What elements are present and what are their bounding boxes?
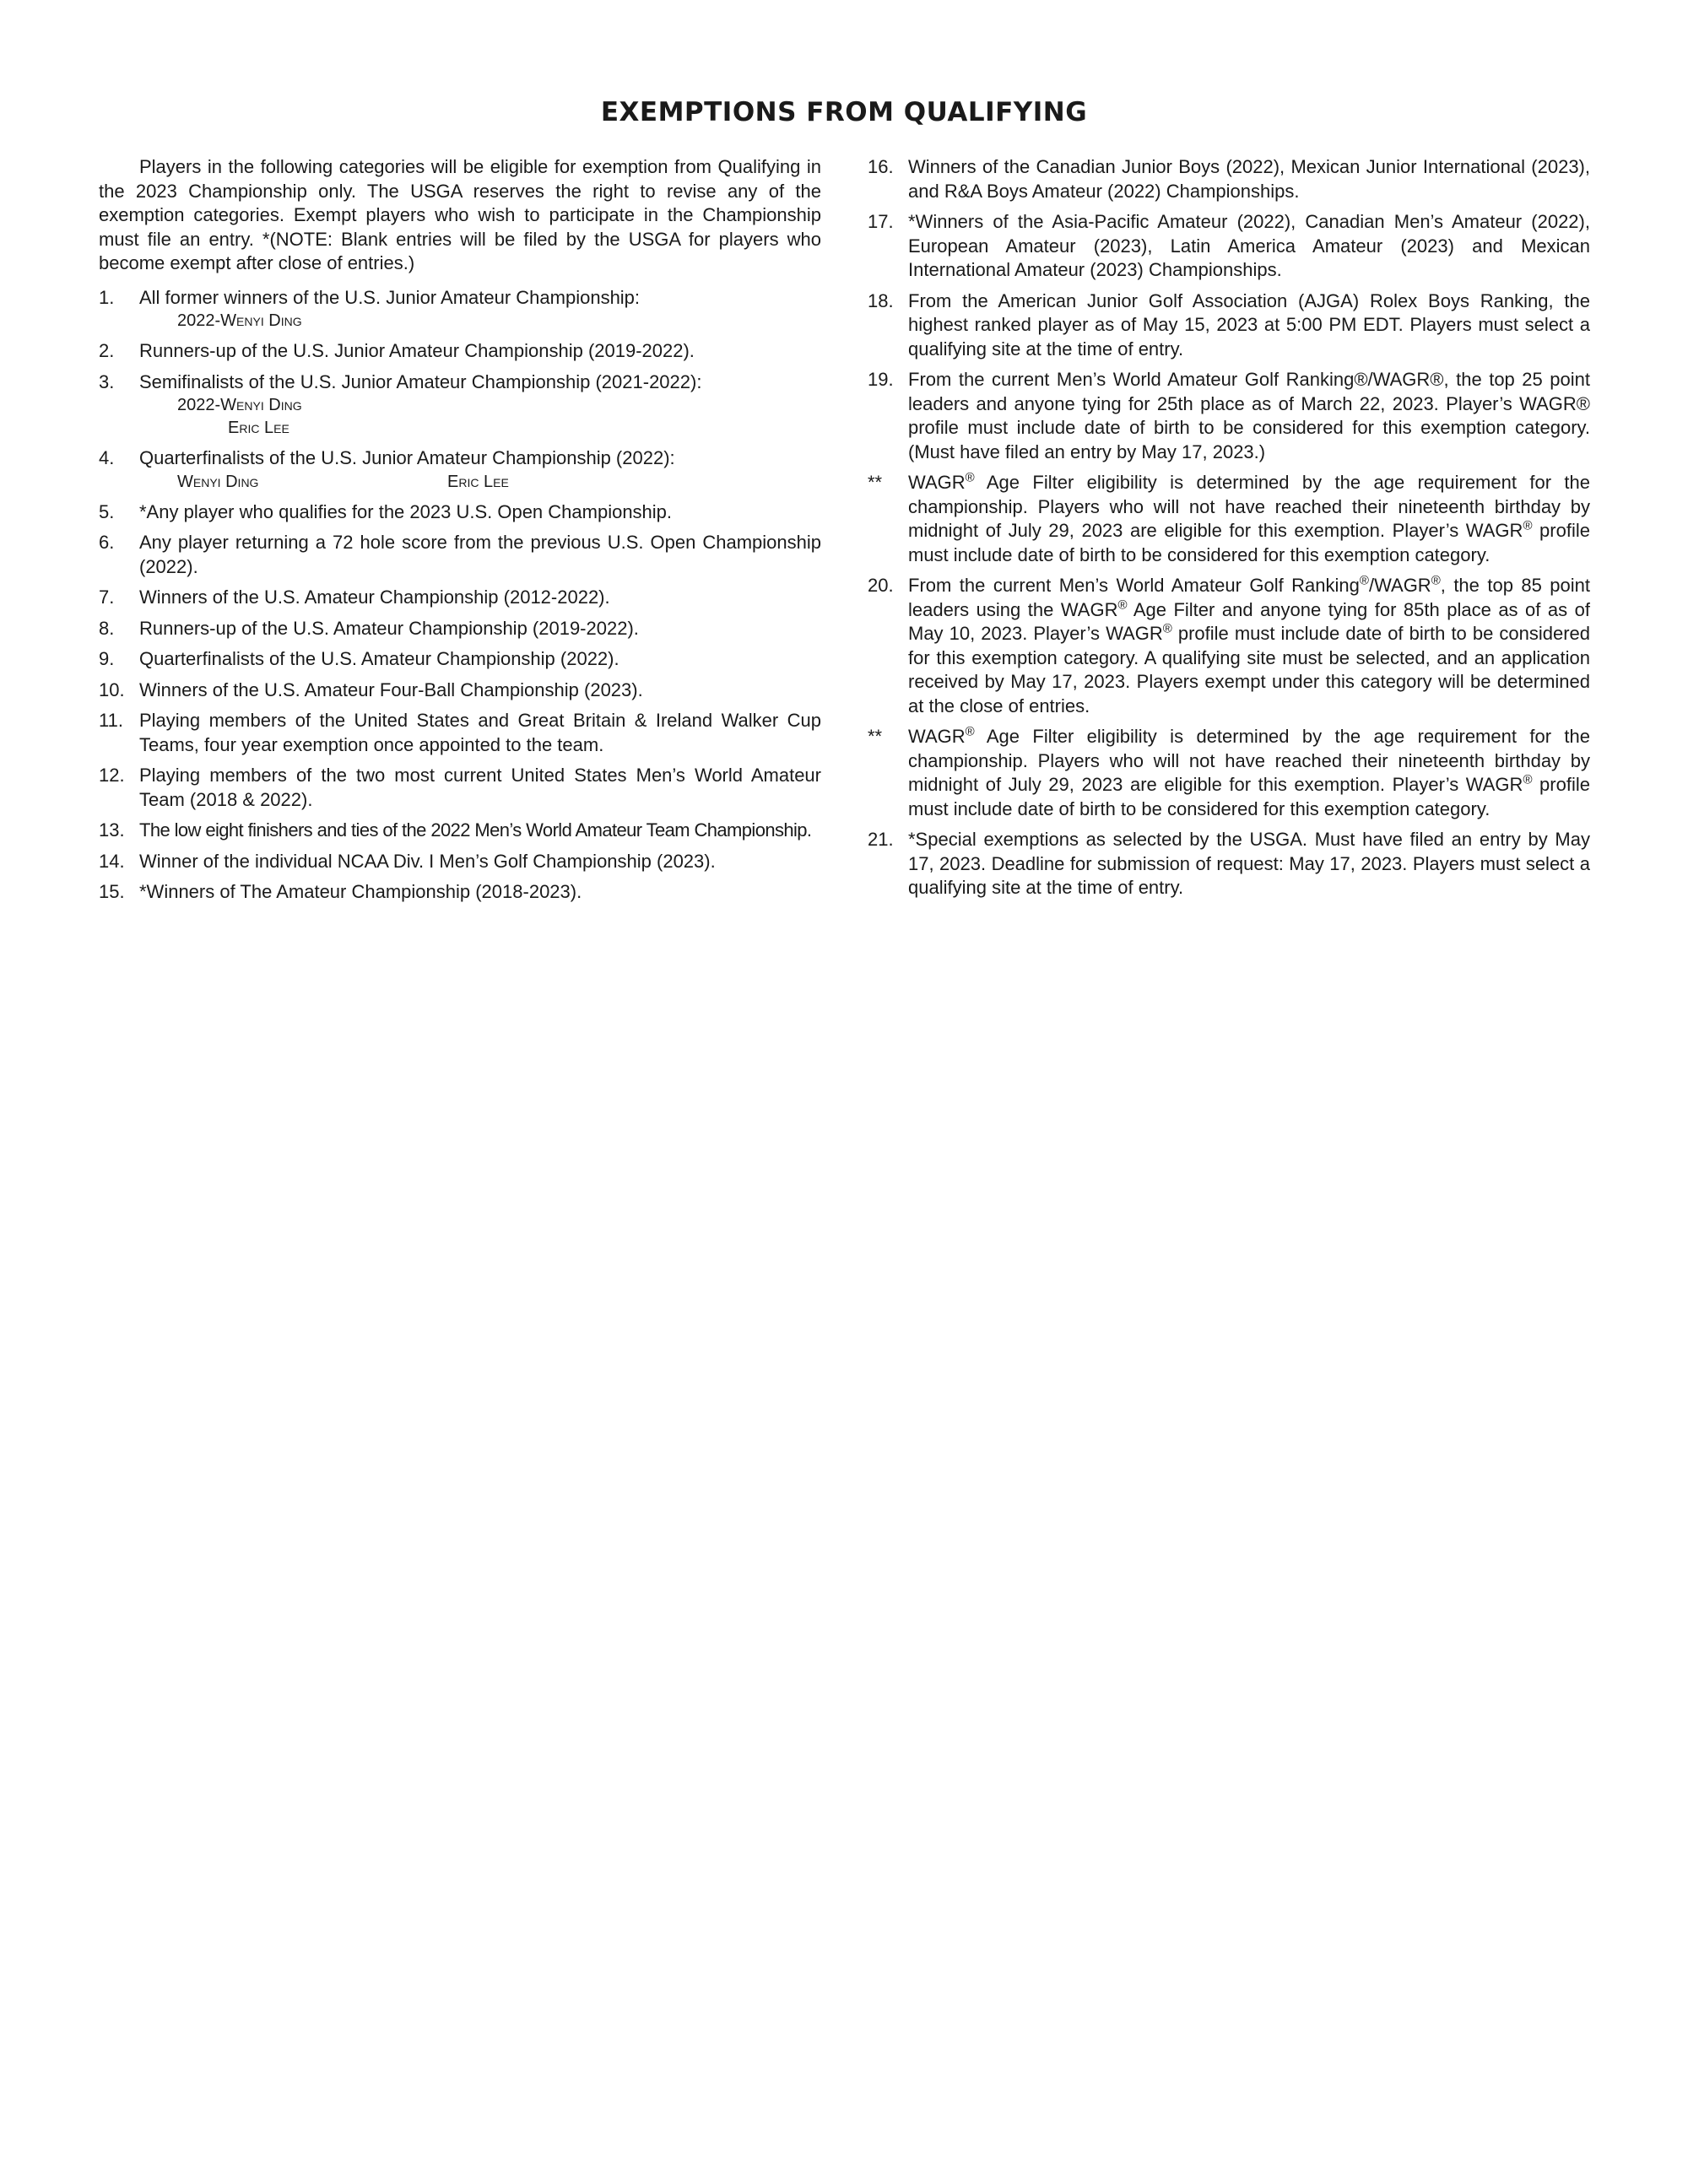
note-text: WAGR® Age Filter eligibility is determined by the age requirement for the championship. Players who will not have reached their nineteenth birthday by midnight of July 29, 2023 are eligible for this exemption. Player’s WAGR® profile must include date of birth to be considered for this exemption category. xyxy=(908,724,1590,819)
list-item xyxy=(99,819,821,843)
list-item xyxy=(868,155,1590,203)
item-number: 10. xyxy=(99,678,125,700)
item-number: 13. xyxy=(99,819,125,841)
item-number: 9. xyxy=(99,648,115,669)
player-name: Eric Lee xyxy=(228,419,289,437)
item-text: Quarterfinalists of the U.S. Amateur Championship (2022). xyxy=(139,648,619,669)
list-item xyxy=(99,531,821,579)
list-item xyxy=(99,339,821,364)
item-text: *Special exemptions as selected by the USGA. Must have filed an entry by May 17, 2023. Deadline for submission of request: May 17, 2023. Players must select a qualifying site at the time of entry. xyxy=(908,829,1590,898)
list-item xyxy=(99,678,821,703)
list-note xyxy=(868,725,1590,821)
item-number: 5. xyxy=(99,500,115,522)
item-number: 18. xyxy=(868,289,894,311)
list-item xyxy=(868,289,1590,362)
item-number: 17. xyxy=(868,211,894,232)
page-title: EXEMPTIONS FROM QUALIFYING xyxy=(600,97,1088,127)
item-number: 21. xyxy=(868,829,894,850)
item-number: 12. xyxy=(99,765,125,786)
list-item xyxy=(99,617,821,641)
list-item xyxy=(99,850,821,874)
item-number: 4. xyxy=(99,447,115,468)
note-marker: ** xyxy=(868,726,883,747)
list-item xyxy=(99,500,821,525)
item-text: *Winners of the Asia-Pacific Amateur (2022), Canadian Men’s Amateur (2022), European Amateur (2023), Latin America Amateur (2023) and Mexican International Amateur (2023) Championships. xyxy=(908,211,1590,280)
item-text: Winner of the individual NCAA Div. I Men’s Golf Championship (2023). xyxy=(139,850,716,872)
item-number: 20. xyxy=(868,575,894,596)
item-text: Any player returning a 72 hole score from the previous U.S. Open Championship (2022). xyxy=(139,532,821,577)
item-text: From the current Men’s World Amateur Golf Ranking®/WAGR®, the top 25 point leaders and anyone tying for 25th place as of March 22, 2023. Player’s WAGR® profile must include date of birth to be considered for this exemption category. (Must have filed an entry by May 17, 2023.) xyxy=(908,369,1590,462)
item-number: 2. xyxy=(99,340,115,361)
item-number: 11. xyxy=(99,710,123,731)
list-item xyxy=(99,286,821,333)
item-text: From the current Men’s World Amateur Golf Ranking®/WAGR®, the top 85 point leaders using the WAGR® Age Filter and anyone tying for 85th place as of as of May 10, 2023. Player’s WAGR® profile must include date of birth to be considered for this exemption category. A qualifying site must be selected, and an application received by May 17, 2023. Players exempt under this category will be determined at the close of entries. xyxy=(908,573,1591,716)
player-name: Wenyi Ding xyxy=(177,472,259,491)
item-number: 19. xyxy=(868,369,894,390)
list-item xyxy=(868,210,1590,283)
list-item xyxy=(99,709,821,757)
note-text: WAGR® Age Filter eligibility is determined by the age requirement for the championship. Players who will not have reached their nineteenth birthday by midnight of July 29, 2023 are eligible for this exemption. Player’s WAGR® profile must include date of birth to be considered for this exemption category. xyxy=(908,470,1590,565)
list-note xyxy=(868,471,1590,567)
item-text: Semifinalists of the U.S. Junior Amateur Championship (2021-2022): xyxy=(139,370,702,392)
item-text: Winners of the U.S. Amateur Four-Ball Championship (2023). xyxy=(139,678,643,700)
item-number: 7. xyxy=(99,587,115,608)
list-item xyxy=(99,586,821,610)
item-text: *Any player who qualifies for the 2023 U.S. Open Championship. xyxy=(139,500,673,522)
item-number: 1. xyxy=(99,286,115,308)
item-text: All former winners of the U.S. Junior Amateur Championship: xyxy=(139,286,641,308)
list-item xyxy=(99,370,821,441)
note-marker: ** xyxy=(868,472,883,493)
item-number: 15. xyxy=(99,881,125,902)
player-name: 2022-Wenyi Ding xyxy=(177,396,302,414)
list-item xyxy=(99,647,821,672)
item-number: 14. xyxy=(99,850,125,872)
list-item xyxy=(99,880,821,905)
player-name: Eric Lee xyxy=(447,472,509,491)
intro-paragraph: Players in the following categories will be eligible for exemption from Qualifying in the 2023 Championship only. The USGA reserves the right to revise any of the exemption categories. Exempt players who wish to participate in the Championship must file an entry. *(NOTE: Blank entries will be filed by the USGA for players who become exempt after close of entries.) xyxy=(99,156,821,273)
item-text: The low eight finishers and ties of the 2022 Men’s World Amateur Team Championship. xyxy=(139,819,812,841)
item-text: Winners of the U.S. Amateur Championship (2012-2022). xyxy=(139,587,610,608)
right-column xyxy=(868,155,1590,907)
item-text: Winners of the Canadian Junior Boys (2022), Mexican Junior International (2023), and R&A Boys Amateur (2022) Championships. xyxy=(908,156,1590,202)
item-text: *Winners of The Amateur Championship (2018-2023). xyxy=(139,881,582,902)
list-item xyxy=(99,764,821,812)
item-text: Playing members of the two most current United States Men’s World Amateur Team (2018 & 2022). xyxy=(139,765,821,810)
list-item xyxy=(99,446,821,494)
item-text: Playing members of the United States and Great Britain & Ireland Walker Cup Teams, four year exemption once appointed to the team. xyxy=(139,710,821,755)
item-number: 16. xyxy=(868,156,894,177)
item-text: Runners-up of the U.S. Junior Amateur Championship (2019-2022). xyxy=(139,340,695,361)
player-name: 2022-Wenyi Ding xyxy=(177,311,302,330)
item-number: 6. xyxy=(99,532,115,553)
list-item xyxy=(868,828,1590,900)
item-number: 8. xyxy=(99,617,115,639)
list-item xyxy=(868,574,1590,718)
list-item xyxy=(868,368,1590,464)
left-column xyxy=(99,155,821,911)
item-text: From the American Junior Golf Association (AJGA) Rolex Boys Ranking, the highest ranked player as of May 15, 2023 at 5:00 PM EDT. Players must select a qualifying site at the time of entry. xyxy=(908,289,1590,359)
item-text: Quarterfinalists of the U.S. Junior Amateur Championship (2022): xyxy=(139,447,675,468)
item-number: 3. xyxy=(99,370,115,392)
item-text: Runners-up of the U.S. Amateur Championship (2019-2022). xyxy=(139,617,639,639)
